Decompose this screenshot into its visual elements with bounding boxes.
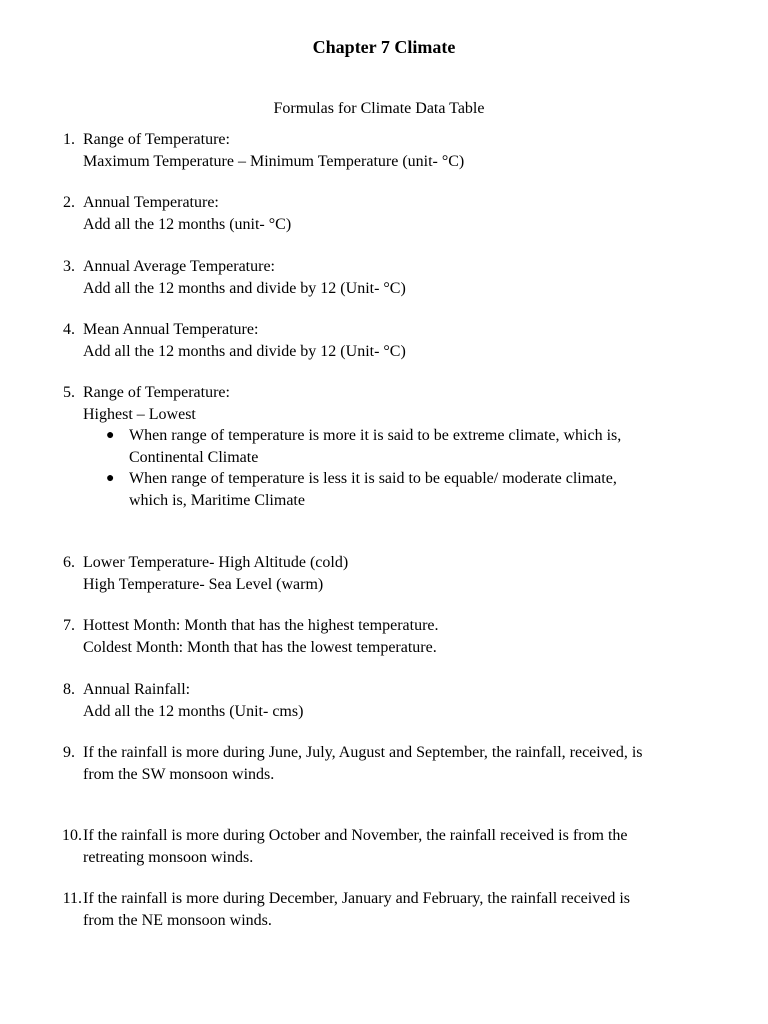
list-item-text: Maximum Temperature – Minimum Temperature (unit- °C) [83,152,465,170]
list-item-text: Add all the 12 months (Unit- cms) [83,702,304,720]
list-item-number: 3. [63,258,75,275]
bullet-text: Continental Climate [129,448,259,466]
list-item-heading: Annual Rainfall: [83,681,191,698]
list-item-number: 8. [63,681,75,698]
list-item-number: 6. [63,554,75,571]
bullet-icon: ● [106,428,115,443]
bullet-item [83,425,729,468]
list-item-text: Add all the 12 months (unit- °C) [83,215,292,233]
list-item-heading: Hottest Month: Month that has the highest temperature. [83,617,439,634]
list-item-text: from the NE monsoon winds. [83,911,272,929]
list-item-heading: Range of Temperature: [83,131,230,148]
bullet-icon: ● [106,471,115,486]
list-item-text: retreating monsoon winds. [83,848,254,866]
list-item-heading: Lower Temperature- High Altitude (cold) [83,554,349,571]
list-item-heading: Annual Average Temperature: [83,258,275,275]
list-item-number: 10. [62,827,82,844]
list-item-heading: Mean Annual Temperature: [83,321,259,338]
bullet-text: which is, Maritime Climate [129,491,305,509]
list-item-text: from the SW monsoon winds. [83,765,275,783]
list-item-text: High Temperature- Sea Level (warm) [83,575,324,593]
list-item-text: Add all the 12 months and divide by 12 (Unit- °C) [83,279,406,297]
list-item-text: If the rainfall is more during December, January and February, the rainfall received is [83,890,630,907]
list-item-text: Coldest Month: Month that has the lowest temperature. [83,638,437,656]
page-title: Chapter 7 Climate [312,37,456,57]
list-item-number: 7. [63,617,75,634]
page-subtitle: Formulas for Climate Data Table [273,100,485,117]
list-item-text: If the rainfall is more during October and November, the rainfall received is from the [83,827,628,844]
list-item-number: 1. [63,131,75,148]
list-item-heading: Annual Temperature: [83,194,219,211]
list-item-text: Highest – Lowest [83,405,196,423]
list-item-number: 11. [62,890,82,907]
list-item-heading: Range of Temperature: [83,384,230,401]
bullet-text: When range of temperature is less it is said to be equable/ moderate climate, [129,470,617,487]
list-item-text: If the rainfall is more during June, July, August and September, the rainfall, received, is [83,744,643,761]
list-item-number: 5. [63,384,75,401]
bullet-text: When range of temperature is more it is said to be extreme climate, which is, [129,427,622,444]
list-item-number: 4. [63,321,75,338]
list-item-text: Add all the 12 months and divide by 12 (Unit- °C) [83,342,406,360]
bullet-list [83,425,723,511]
list-item-number: 9. [63,744,75,761]
list-item-number: 2. [63,194,75,211]
bullet-item [83,468,729,511]
